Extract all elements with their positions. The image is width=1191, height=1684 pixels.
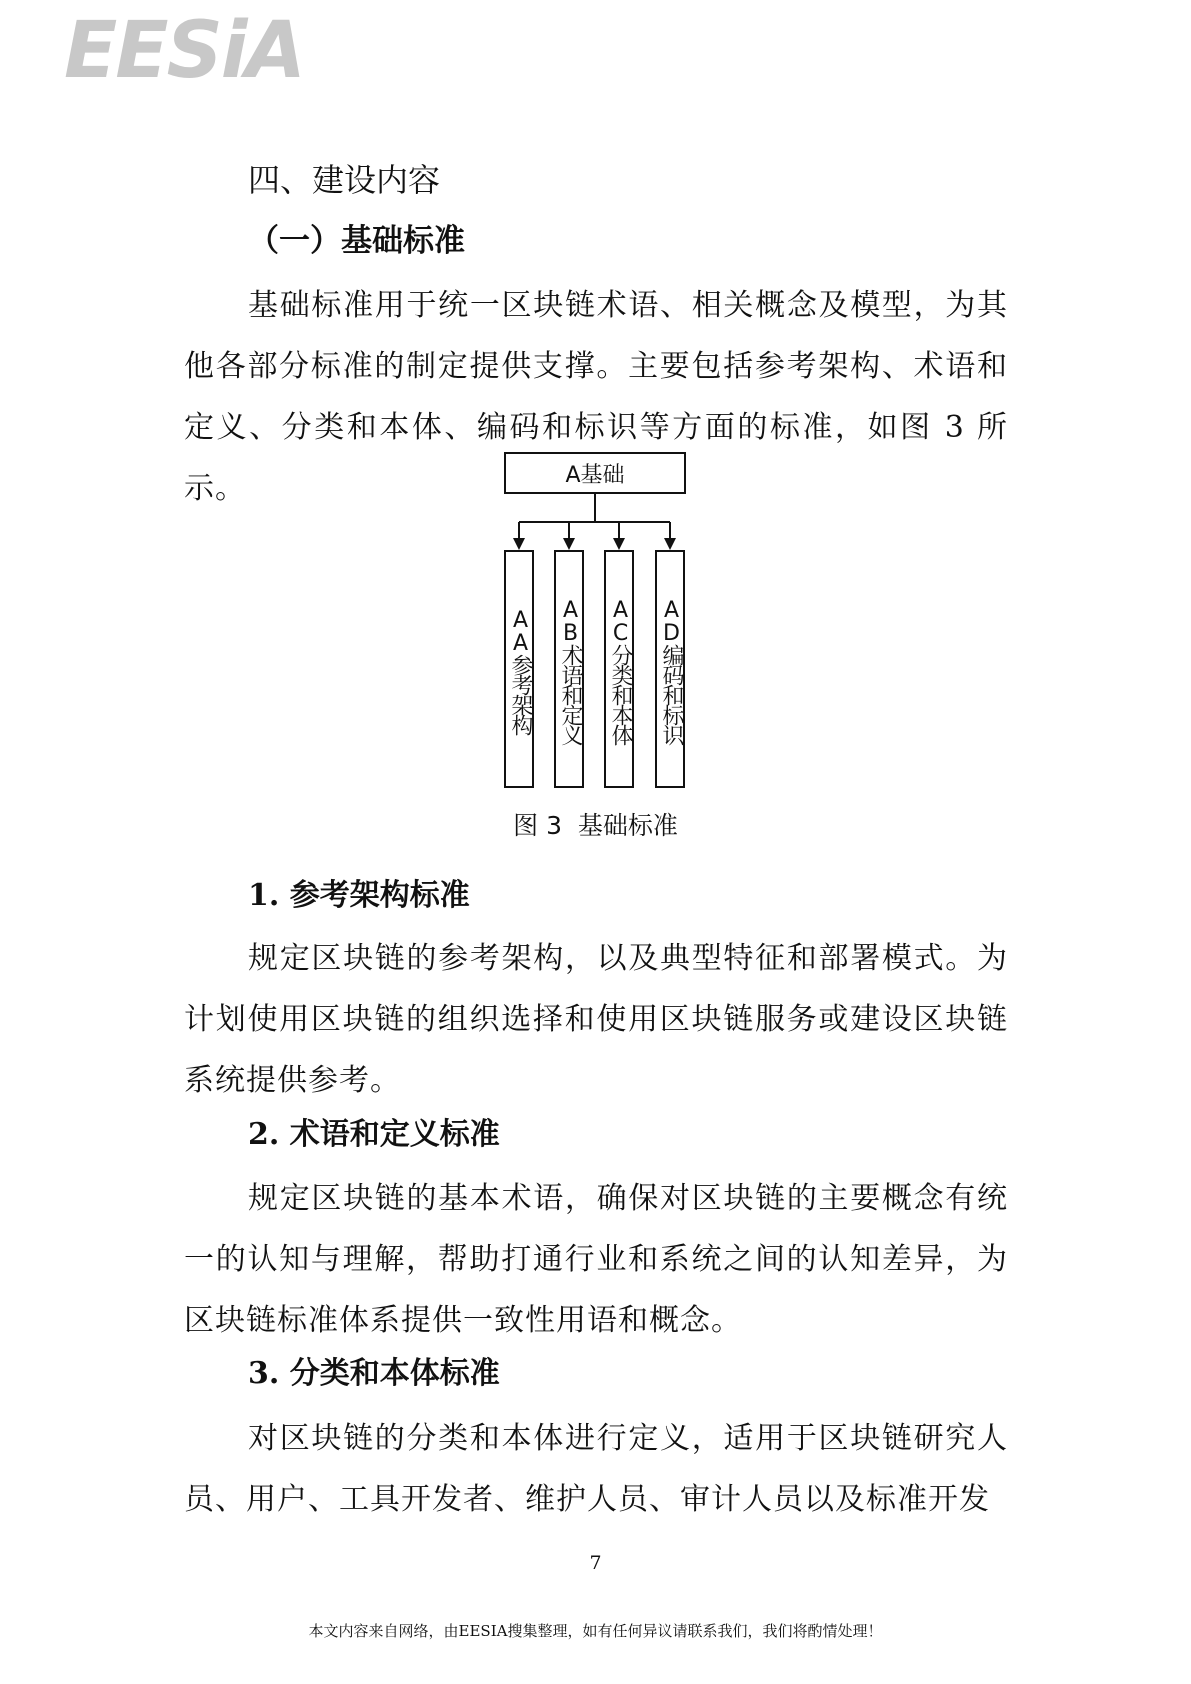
figure-node-coding-identification: AD编码和标识	[655, 550, 685, 788]
footer-notice: 本文内容来自网络，由EESIA搜集整理，如有任何异议请联系我们，我们将酌情处理！	[308, 1622, 883, 1640]
figure-root-node: A基础	[504, 452, 686, 494]
section-heading: （一）基础标准	[248, 223, 465, 259]
subsection-title: 1. 参考架构标准	[248, 878, 470, 913]
figure-node-classification-ontology: AC分类和本体	[604, 550, 634, 788]
figure-caption: 图 3 基础标准	[513, 811, 678, 840]
subsection-title: 2. 术语和定义标准	[248, 1117, 500, 1152]
subsection-body: 规定区块链的参考架构，以及典型特征和部署模式。为计划使用区块链的组织选择和使用区块链服务或建设区块链系统提供参考。	[184, 941, 1008, 1098]
subsection-body: 对区块链的分类和本体进行定义，适用于区块链研究人员、用户、工具开发者、维护人员、审计人员以及标准开发	[184, 1421, 1008, 1517]
eesia-logo: EESiA	[64, 6, 304, 96]
intro-paragraph: 基础标准用于统一区块链术语、相关概念及模型，为其他各部分标准的制定提供支撑。主要包括参考架构、术语和定义、分类和本体、编码和标识等方面的标准，如图 3 所示。	[184, 288, 1008, 506]
figure-node-terms-definitions: AB术语和定义	[554, 550, 584, 788]
figure-node-reference-architecture: AA参考架构	[504, 550, 534, 788]
page-number: 7	[589, 1552, 602, 1574]
subsection-title: 3. 分类和本体标准	[248, 1356, 500, 1391]
chapter-heading: 四、建设内容	[248, 161, 441, 199]
subsection-body: 规定区块链的基本术语，确保对区块链的主要概念有统一的认知与理解，帮助打通行业和系统之间的认知差异，为区块链标准体系提供一致性用语和概念。	[184, 1181, 1008, 1338]
